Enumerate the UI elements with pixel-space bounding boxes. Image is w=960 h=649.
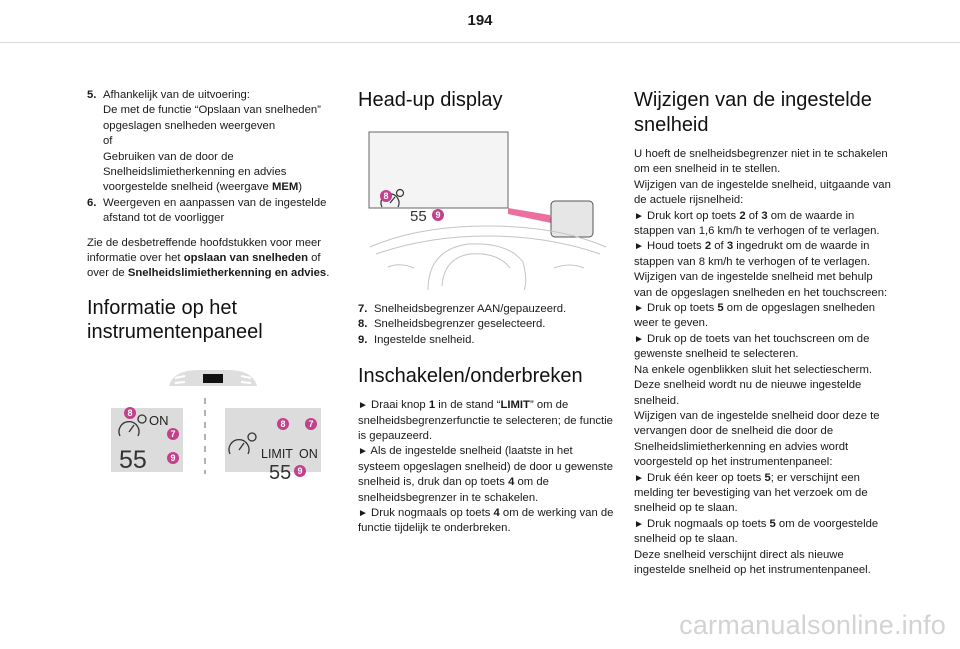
reference-paragraph: Zie de desbetreffende hoofdstukken voor meer informatie over het opslaan van snelheden of over de Snelheidslimietherkenning en advies. <box>87 236 330 280</box>
callout-9: 9 <box>297 465 303 476</box>
hud-speed: 55 <box>410 208 427 225</box>
arrow-icon: ► <box>634 333 644 345</box>
callout-8: 8 <box>127 407 133 418</box>
arrow-icon: ► <box>634 518 644 530</box>
item-intro: Afhankelijk van de uitvoering: <box>103 89 250 101</box>
section-heading: Inschakelen/onderbreken <box>358 365 583 388</box>
screen-icon <box>203 374 223 383</box>
step-list <box>87 88 339 227</box>
column-right <box>634 88 892 578</box>
item-or: of <box>103 135 113 148</box>
panel-left-speed: 55 <box>119 445 147 474</box>
arrow-icon: ► <box>634 472 644 484</box>
callout-9: 9 <box>435 210 441 220</box>
item-line: Gebruiken van de door de Snelheidslimietherkenning en advies voorgestelde snelheid (weergave <box>103 150 287 194</box>
callout-7: 7 <box>308 418 314 429</box>
hud-projector <box>551 201 593 237</box>
list-item: 5. Afhankelijk van de uitvoering: De met de functie “Opslaan van snelheden” opgeslagen snelheden weergeven of Gebruiken van de door de Snelheidslimietherkenning en advies voorgestelde snelheid (weergave MEM) <box>87 88 339 196</box>
mem-label: MEM <box>271 181 299 194</box>
section-heading: Head-up display <box>358 89 503 111</box>
panel-right-limit: LIMIT <box>261 446 293 461</box>
section-heading: Wijzigen van de ingestelde snelheid <box>634 89 872 136</box>
arrow-icon: ► <box>634 303 644 315</box>
panel-right-speed: 55 <box>269 461 292 484</box>
list-item: 9. Ingestelde snelheid. <box>358 333 475 346</box>
list-item <box>87 196 339 227</box>
section-heading: Informatie op het instrumentenpaneel <box>87 296 263 343</box>
item-number: 6. <box>87 196 97 209</box>
panel-right-on: ON <box>299 446 318 461</box>
instruction-paragraph: U hoeft de snelheidsbegrenzer niet in te schakelen om een snelheid in te stellen. Wijzigen van de ingestelde snelheid, uitgaande van de actuele rijsnelheid: ► Druk kort op toets 2 of 3 om de waarde in stappen van 1,6 km/h te verhogen of te verlagen. ► Houd toets 2 of 3 ingedrukt om de waarde in stappen van 8 km/h te verhogen of te verlagen. Wijzigen van de ingestelde snelheid met behulp van de opgeslagen snelheden en het touchscreen: ► Druk op toets 5 om de opgeslagen snelheden weer te geven. ► Druk op de toets van het touchscreen om de gewenste snelheid te selecteren. Na enkele ogenblikken sluit het selectiescherm. Deze snelheid wordt nu de nieuwe ingestelde snelheid. Wijzigen van de ingestelde snelheid door deze te vervangen door de snelheid die door de Snelheidslimietherkenning en advies wordt voorgesteld op het instrumentenpaneel: ► Druk één keer op toets 5; er verschijnt een melding ter bevestiging van het verzoek om de snelheid op te slaan. ► Druk nogmaals op toets 5 om de voorgestelde snelheid op te slaan. Deze snelheid verschijnt direct als nieuwe ingestelde snelheid op het instrumentenpaneel. <box>634 148 891 576</box>
instrument-panel-figure <box>87 364 339 484</box>
head-up-display-figure <box>358 122 614 290</box>
callout-8: 8 <box>383 191 389 201</box>
panel-left-on: ON <box>149 412 169 428</box>
column-left <box>87 88 339 484</box>
column-middle <box>358 88 614 537</box>
watermark: carmanualsonline.info <box>679 610 946 640</box>
arrow-icon: ► <box>358 446 368 458</box>
list-item: 7. Snelheidsbegrenzer AAN/gepauzeerd. <box>358 303 567 315</box>
callout-8: 8 <box>280 418 286 429</box>
arrow-icon: ► <box>634 241 644 253</box>
list-item: 8. Snelheidsbegrenzer geselecteerd. <box>358 318 546 331</box>
item-line: De met de functie “Opslaan van snelheden” opgeslagen snelheden weergeven <box>103 104 321 132</box>
arrow-icon: ► <box>634 210 644 222</box>
page-number: 194 <box>0 0 960 43</box>
item-number: 5. <box>87 89 97 101</box>
projection-beam <box>508 208 551 223</box>
arrow-icon: ► <box>358 508 368 520</box>
item-text: Weergeven en aanpassen van de ingestelde afstand tot de voorligger <box>103 196 327 225</box>
callout-9: 9 <box>170 452 176 463</box>
legend-list <box>358 302 614 348</box>
arrow-icon: ► <box>358 400 368 412</box>
dashboard-silhouette <box>169 370 257 386</box>
callout-7: 7 <box>170 428 176 439</box>
car-interior-outline <box>370 226 606 290</box>
instruction-paragraph: ► Draai knop 1 in de stand “LIMIT” om de snelheidsbegrenzerfunctie te selecteren; de functie is gepauzeerd. ► Als de ingestelde snelheid (laatste in het systeem opgeslagen snelheid) de door u gewenste snelheid is, druk dan op toets 4 om de snelheidsbegrenzer in te schakelen. ► Druk nogmaals op toets 4 om de werking van de functie tijdelijk te onderbreken. <box>358 399 614 535</box>
